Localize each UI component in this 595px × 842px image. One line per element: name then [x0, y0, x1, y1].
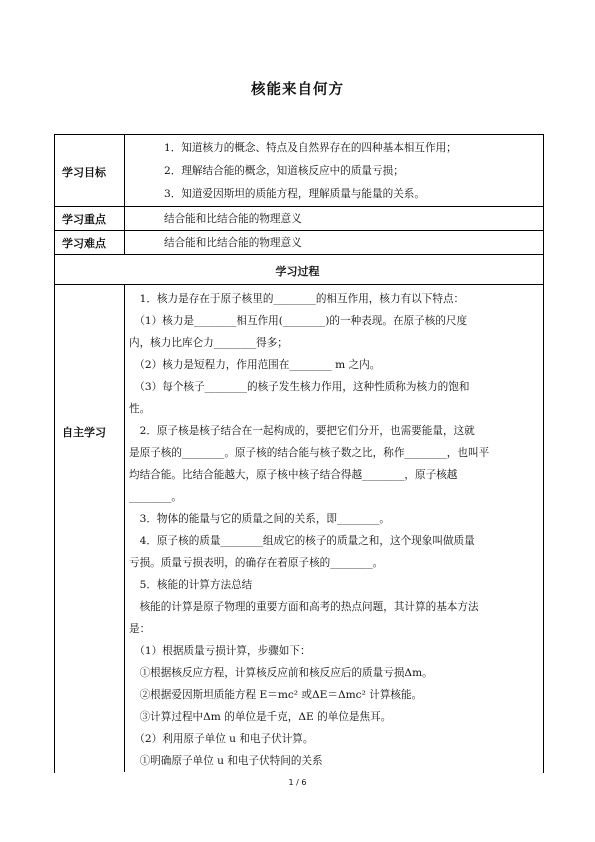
self-study-line: 3．物体的能量与它的质量之间的关系，即________。	[129, 513, 390, 525]
self-study-line: （1）根据质量亏损计算，步骤如下：	[129, 645, 311, 657]
difficult-points-text: 结合能和比结合能的物理意义	[164, 237, 302, 249]
objective-item: 3．知道爱因斯坦的质能方程，理解质量与能量的关系。	[164, 188, 425, 200]
self-study-line: 1．核力是存在于原子核里的________的相互作用，核力有以下特点：	[129, 293, 465, 305]
difficult-points-label: 学习难点	[62, 237, 106, 250]
page-title: 核能来自何方	[251, 82, 344, 98]
self-study-line: 亏损。质量亏损表明，的确存在着原子核的________。	[129, 557, 384, 569]
process-header: 学习过程	[275, 265, 320, 278]
self-study-line: （1）核力是________相互作用(________)的一种表现。在原子核的尺度	[129, 315, 468, 327]
self-study-line: 是原子核的________。原子核的结合能与核子数之比，称作________，也叫平	[129, 447, 490, 459]
objective-item: 1．知道核力的概念、特点及自然界存在的四种基本相互作用；	[164, 142, 457, 154]
self-study-label: 自主学习	[62, 426, 106, 439]
self-study-line: 内，核力比库仑力________得多；	[129, 337, 288, 349]
key-points-text: 结合能和比结合能的物理意义	[164, 213, 302, 225]
self-study-line: （2）核力是短程力，作用范围在________ m 之内。	[129, 359, 381, 371]
row-divider	[54, 206, 543, 207]
objective-item: 2．理解结合能的概念，知道核反应中的质量亏损；	[164, 165, 404, 177]
self-study-line: ________。	[129, 491, 182, 503]
self-study-line: ①明确原子单位 u 和电子伏特间的关系	[129, 755, 323, 767]
self-study-line: ②根据爱因斯坦质能方程 E＝mc² 或ΔE＝Δmc² 计算核能。	[129, 689, 423, 701]
row-divider	[54, 254, 543, 255]
self-study-line: 2．原子核是核子结合在一起构成的，要把它们分开，也需要能量，这就	[129, 425, 475, 437]
row-divider	[54, 230, 543, 231]
self-study-line: （2）利用原子单位 u 和电子伏计算。	[129, 733, 314, 745]
page-number: 1 / 6	[288, 778, 307, 787]
self-study-line: 是：	[129, 623, 151, 635]
self-study-line: 4．原子核的质量________组成它的核子的质量之和，这个现象叫做质量	[129, 535, 475, 547]
self-study-line: 性。	[129, 403, 151, 415]
self-study-line: 5．核能的计算方法总结	[129, 579, 253, 591]
self-study-line: ①根据核反应方程，计算核反应前和核反应后的质量亏损Δm。	[129, 667, 433, 679]
self-study-line: ③计算过程中Δm 的单位是千克，ΔE 的单位是焦耳。	[129, 711, 392, 723]
row-divider	[54, 284, 543, 285]
self-study-line: 核能的计算是原子物理的重要方面和高考的热点问题，其计算的基本方法	[129, 601, 479, 613]
self-study-line: （3）每个核子________的核子发生核力作用，这种性质称为核力的饱和	[129, 381, 470, 393]
objectives-label: 学习目标	[62, 166, 106, 179]
self-study-line: 均结合能。比结合能越大，原子核中核子结合得越________，原子核越	[129, 469, 458, 481]
column-divider	[124, 284, 125, 772]
column-divider	[124, 134, 125, 254]
key-points-label: 学习重点	[62, 213, 106, 226]
